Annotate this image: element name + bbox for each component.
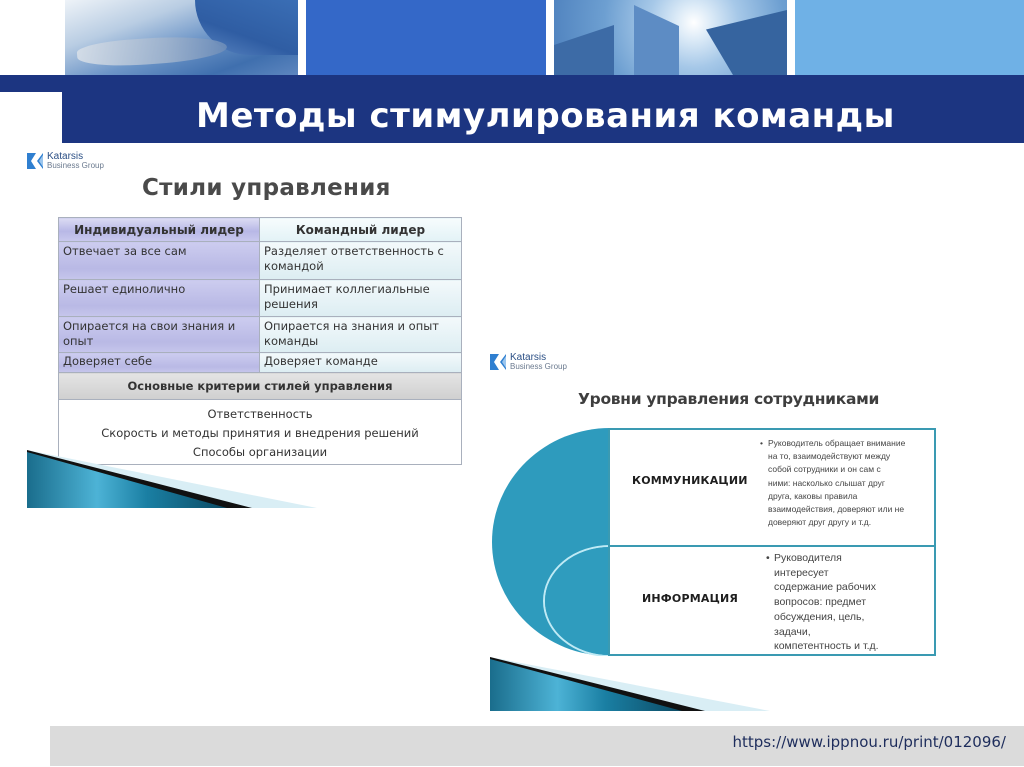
logo-name: Katarsis — [47, 151, 84, 162]
management-styles-table — [58, 217, 462, 465]
katarsis-logo-icon — [490, 354, 506, 370]
building-shape — [634, 5, 679, 75]
table-cell: Опирается на знания и опыт команды — [260, 317, 462, 353]
katarsis-logo-icon — [27, 153, 43, 169]
header-team-leader: Командный лидер — [260, 218, 462, 242]
decorative-wedge — [27, 450, 317, 508]
level-label: ИНФОРМАЦИЯ — [642, 592, 739, 605]
level-communications — [608, 428, 936, 548]
katarsis-logo — [490, 353, 567, 371]
footer-bar — [50, 726, 1024, 766]
photo-hand-shape — [76, 33, 227, 69]
management-styles-heading: Стили управления — [142, 175, 391, 201]
building-shape — [697, 10, 787, 75]
criteria-title: Основные критерии стилей управления — [59, 373, 462, 400]
logo-name: Katarsis — [510, 352, 547, 363]
half-circle-graphic — [490, 428, 610, 656]
source-url-link[interactable]: https://www.ippnou.ru/print/012096/ — [732, 733, 1006, 751]
table-cell: Отвечает за все сам — [59, 242, 260, 280]
light-blue-panel — [795, 0, 1024, 75]
level-description: • Руководитель обращает внимание на то, взаимодействуют между собой сотрудники и он сам с ними: насколько слышат друг друга, каковы правила взаимодействия, доверяют или не доверяют друг другу и т.д. — [760, 438, 906, 528]
criteria-item: Ответственность — [207, 407, 313, 421]
criteria-item: Способы организации — [192, 445, 328, 459]
management-levels-heading: Уровни управления сотрудниками — [578, 390, 880, 408]
table-cell: Разделяет ответственность с командой — [260, 242, 462, 280]
katarsis-logo — [27, 152, 104, 170]
table-row — [59, 353, 462, 373]
hands-keyboard-photo — [65, 0, 298, 75]
skyscrapers-photo — [554, 0, 787, 75]
logo-subtitle: Business Group — [510, 362, 567, 371]
table-cell: Доверяет команде — [260, 353, 462, 373]
table-cell: Доверяет себе — [59, 353, 260, 373]
table-cell: Решает единолично — [59, 280, 260, 317]
header-individual-leader: Индивидуальный лидер — [59, 218, 260, 242]
slide-title: Методы стимулирования команды — [196, 96, 895, 136]
building-shape — [554, 25, 614, 75]
criteria-item: Скорость и методы принятия и внедрения решений — [101, 426, 419, 440]
table-row — [59, 280, 462, 317]
level-information — [608, 545, 936, 656]
table-row — [59, 317, 462, 353]
table-cell: Опирается на свои знания и опыт — [59, 317, 260, 353]
table-row — [59, 242, 462, 280]
table-cell: Принимает коллегиальные решения — [260, 280, 462, 317]
level-description: • Руководителя интересует содержание рабочих вопросов: предмет обсуждения, цель, задачи, компетентность и т.д. — [766, 552, 879, 653]
logo-subtitle: Business Group — [47, 161, 104, 170]
decorative-wedge — [490, 657, 770, 711]
level-label: КОММУНИКАЦИИ — [632, 474, 748, 487]
blue-panel — [306, 0, 546, 75]
